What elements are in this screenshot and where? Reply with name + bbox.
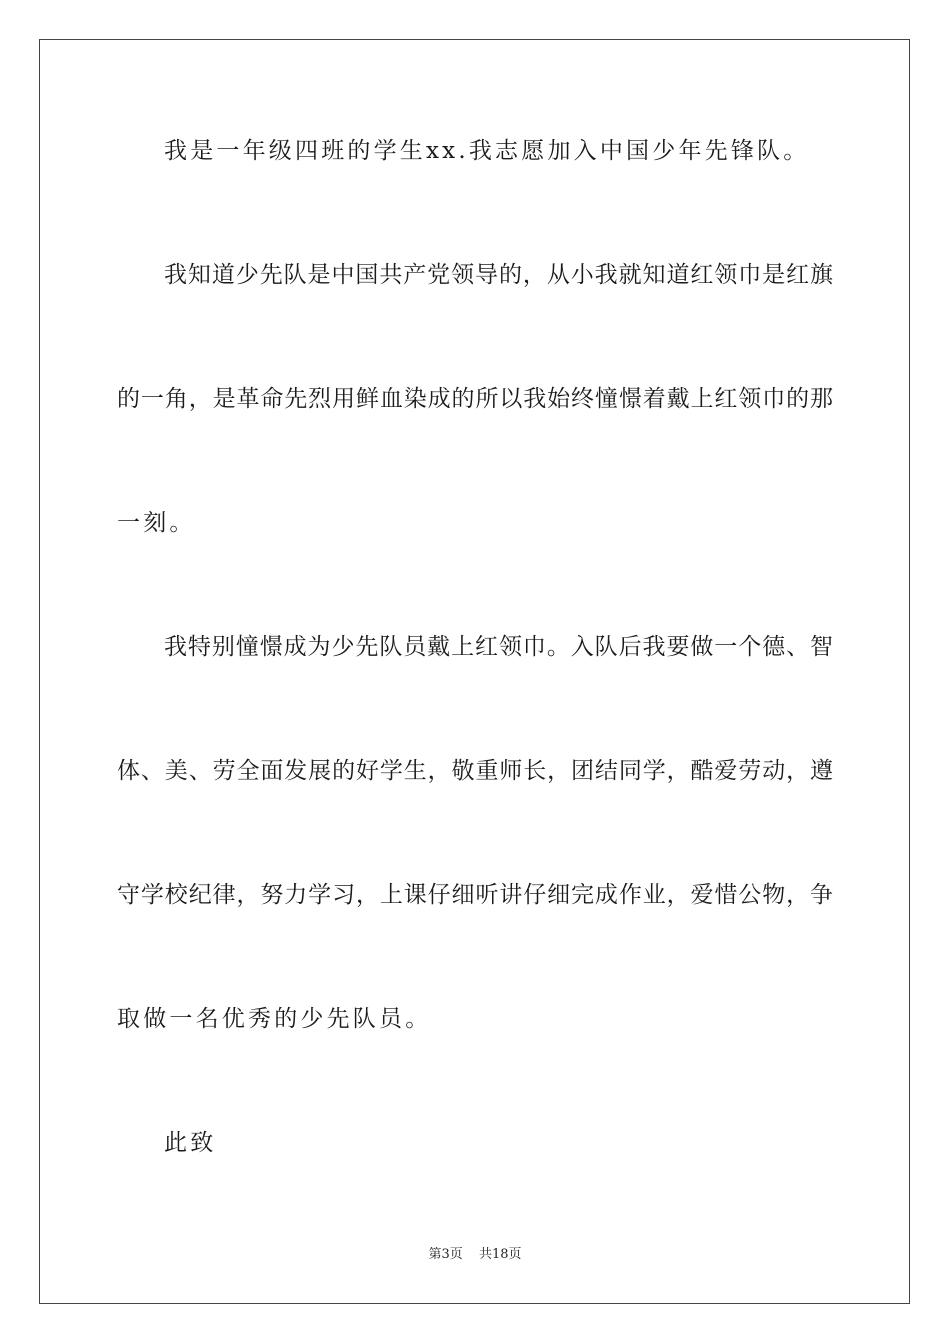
paragraph-line-8: 取做一名优秀的少先队员。 <box>117 1006 432 1032</box>
closing-salutation: 此致 <box>164 1130 217 1156</box>
page-number: 第3页 <box>428 1247 463 1262</box>
paragraph-line-3: 的一角，是革命先烈用鲜血染成的所以我始终憧憬着戴上红领巾的那 <box>117 386 833 412</box>
page-footer <box>0 1246 950 1264</box>
paragraph-line-6: 体、美、劳全面发展的好学生，敬重师长，团结同学，酷爱劳动，遵 <box>117 758 833 784</box>
paragraph-line-5: 我特别憧憬成为少先队员戴上红领巾。入队后我要做一个德、智 <box>164 634 833 660</box>
paragraph-line-1: 我是一年级四班的学生xx.我志愿加入中国少年先锋队。 <box>164 138 810 164</box>
page-total: 共18页 <box>478 1247 522 1262</box>
paragraph-line-4: 一刻。 <box>117 510 196 536</box>
paragraph-line-2: 我知道少先队是中国共产党领导的，从小我就知道红领巾是红旗 <box>164 262 833 288</box>
page-border <box>39 39 910 1304</box>
paragraph-line-7: 守学校纪律，努力学习，上课仔细听讲仔细完成作业，爱惜公物，争 <box>117 882 833 908</box>
